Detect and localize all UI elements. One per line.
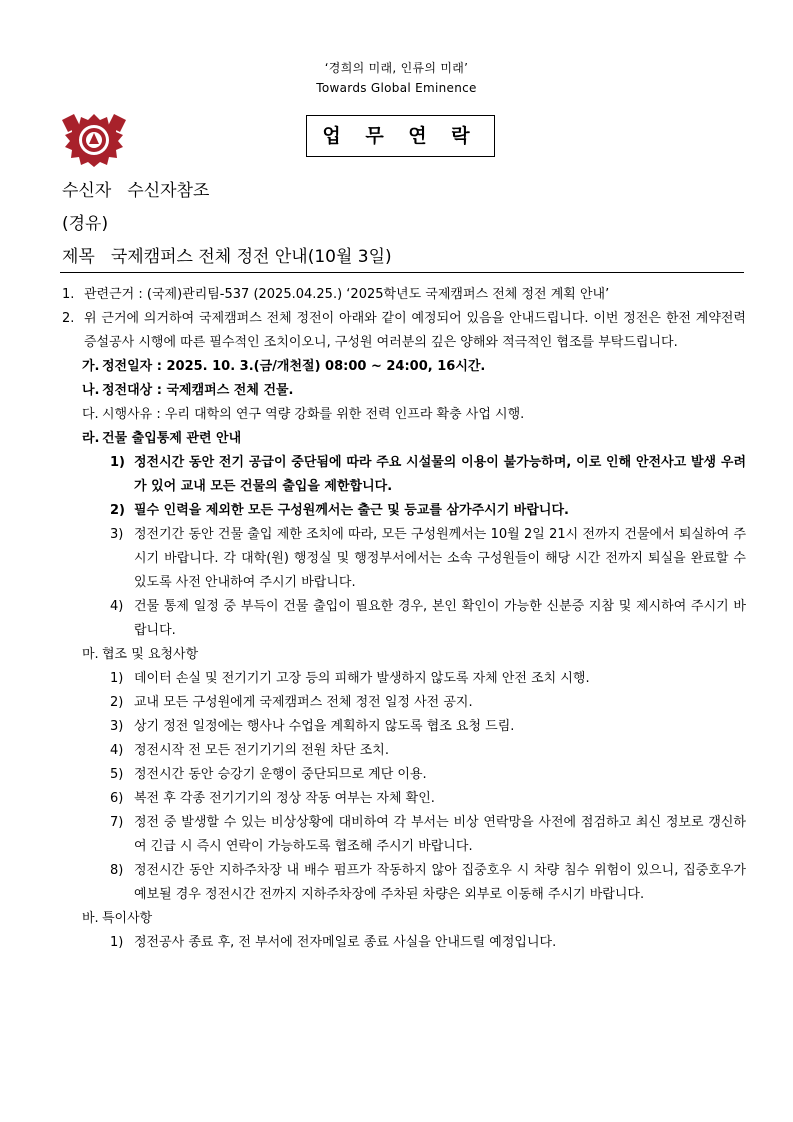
- recipient-line: [62, 179, 209, 203]
- subitem-number: 3): [110, 719, 124, 734]
- section-ma: [60, 643, 746, 667]
- item-text: 위 근거에 의거하여 국제캠퍼스 전체 정전이 아래와 같이 예정되어 있음을 안내드립니다. 이번 정전은 한전 계약전력 증설공사 시행에 따른 필수적인 조치이오니, 구성원 여러분의 깊은 양해와 적극적인 협조를 부탁드립니다.: [84, 311, 746, 350]
- section-text: 시행사유 : 우리 대학의 연구 역량 강화를 위한 전력 인프라 확충 사업 시행.: [102, 407, 525, 422]
- subitem-text: 정전시작 전 모든 전기기기의 전원 차단 조치.: [134, 743, 389, 758]
- subitem-number: 4): [110, 599, 124, 614]
- item-number: 2.: [62, 311, 75, 326]
- subitem: [60, 523, 746, 595]
- subitem: [60, 931, 746, 955]
- subitem-text: 정전시간 동안 승강기 운행이 중단되므로 계단 이용.: [134, 767, 427, 782]
- section-number: 마.: [82, 647, 99, 662]
- subitem: [60, 859, 746, 907]
- subitem-text: 건물 통제 일정 중 부득이 건물 출입이 필요한 경우, 본인 확인이 가능한 신분증 지참 및 제시하여 주시기 바랍니다.: [134, 599, 746, 638]
- subitem-number: 2): [110, 695, 124, 710]
- subitem: [60, 763, 746, 787]
- subject-line: [62, 245, 392, 269]
- subitem-text: 교내 모든 구성원에게 국제캠퍼스 전체 정전 일정 사전 공지.: [134, 695, 473, 710]
- document-title: 업 무 연 락: [306, 115, 495, 157]
- subitem-number: 1): [110, 455, 125, 470]
- header-divider: [60, 272, 744, 273]
- subitem-text: 정전시간 동안 전기 공급이 중단됨에 따라 주요 시설물의 이용이 불가능하며, 이로 인해 안전사고 발생 우려가 있어 교내 모든 건물의 출입을 제한합니다.: [134, 455, 746, 494]
- subitem-number: 1): [110, 935, 124, 950]
- subitem: [60, 595, 746, 643]
- section-number: 가.: [82, 359, 100, 374]
- subitem-number: 6): [110, 791, 124, 806]
- subitem-text: 복전 후 각종 전기기기의 정상 작동 여부는 자체 확인.: [134, 791, 435, 806]
- section-number: 나.: [82, 383, 100, 398]
- subitem-text: 정전 중 발생할 수 있는 비상상황에 대비하여 각 부서는 비상 연락망을 사전에 점검하고 최신 정보로 갱신하여 긴급 시 즉시 연락이 가능하도록 협조해 주시기 바랍니다.: [134, 815, 746, 854]
- section-text: 협조 및 요청사항: [102, 647, 199, 662]
- subitem: [60, 787, 746, 811]
- subitem: [60, 715, 746, 739]
- subitem-number: 7): [110, 815, 124, 830]
- section-number: 라.: [82, 431, 100, 446]
- university-seal-icon: [60, 110, 128, 168]
- subitem: [60, 811, 746, 859]
- motto-english: Towards Global Eminence: [316, 81, 477, 95]
- subitem: [60, 499, 746, 523]
- section-da: [60, 403, 746, 427]
- subitem-text: 상기 정전 일정에는 행사나 수업을 계획하지 않도록 협조 요청 드림.: [134, 719, 515, 734]
- subject-value: 국제캠퍼스 전체 정전 안내(10월 3일): [110, 247, 392, 267]
- subitem: [60, 739, 746, 763]
- section-text: 정전대상 : 국제캠퍼스 전체 건물.: [102, 383, 294, 398]
- subitem-text: 정전기간 동안 건물 출입 제한 조치에 따라, 모든 구성원께서는 10월 2일 21시 전까지 건물에서 퇴실하여 주시기 바랍니다. 각 대학(원) 행정실 및 행정부서에서는 소속 구성원들이 해당 시간 전까지 퇴실을 완료할 수 있도록 사전 안내하여 주시기 바랍니다.: [134, 527, 746, 590]
- recipient-value: 수신자참조: [127, 181, 210, 201]
- recipient-label: 수신자: [62, 181, 112, 201]
- section-number: 바.: [82, 911, 99, 926]
- via-line: (경유): [62, 214, 109, 234]
- section-number: 다.: [82, 407, 99, 422]
- section-ba: [60, 907, 746, 931]
- item-2: [60, 307, 746, 355]
- section-ra: [60, 427, 746, 451]
- section-na: [60, 379, 746, 403]
- item-1: [60, 283, 746, 307]
- subitem-number: 5): [110, 767, 124, 782]
- subitem-text: 정전공사 종료 후, 전 부서에 전자메일로 종료 사실을 안내드릴 예정입니다.: [134, 935, 557, 950]
- subitem-text: 필수 인력을 제외한 모든 구성원께서는 출근 및 등교를 삼가주시기 바랍니다.: [134, 503, 569, 518]
- item-text: 관련근거 : (국제)관리팀-537 (2025.04.25.) ‘2025학년도 국제캠퍼스 전체 정전 계획 안내’: [84, 287, 610, 302]
- subitem: [60, 667, 746, 691]
- motto-korean: ‘경희의 미래, 인류의 미래’: [324, 61, 469, 75]
- document-body: [60, 283, 746, 955]
- section-ga: [60, 355, 746, 379]
- subitem-number: 3): [110, 527, 124, 542]
- subitem-text: 정전시간 동안 지하주차장 내 배수 펌프가 작동하지 않아 집중호우 시 차량 침수 위험이 있으니, 집중호우가 예보될 경우 정전시간 전까지 지하주차장에 주차된 차량은 외부로 이동해 주시기 바랍니다.: [134, 863, 746, 902]
- motto: [0, 58, 793, 98]
- section-text: 건물 출입통제 관련 안내: [102, 431, 242, 446]
- item-number: 1.: [62, 287, 75, 302]
- section-text: 특이사항: [102, 911, 153, 926]
- subitem-number: 4): [110, 743, 124, 758]
- subitem-text: 데이터 손실 및 전기기기 고장 등의 피해가 발생하지 않도록 자체 안전 조치 시행.: [134, 671, 590, 686]
- subitem: [60, 691, 746, 715]
- subitem-number: 1): [110, 671, 124, 686]
- section-text: 정전일자 : 2025. 10. 3.(금/개천절) 08:00 ~ 24:00, 16시간.: [102, 359, 486, 374]
- subitem: [60, 451, 746, 499]
- subitem-number: 2): [110, 503, 125, 518]
- subitem-number: 8): [110, 863, 124, 878]
- subject-label: 제목: [62, 247, 95, 267]
